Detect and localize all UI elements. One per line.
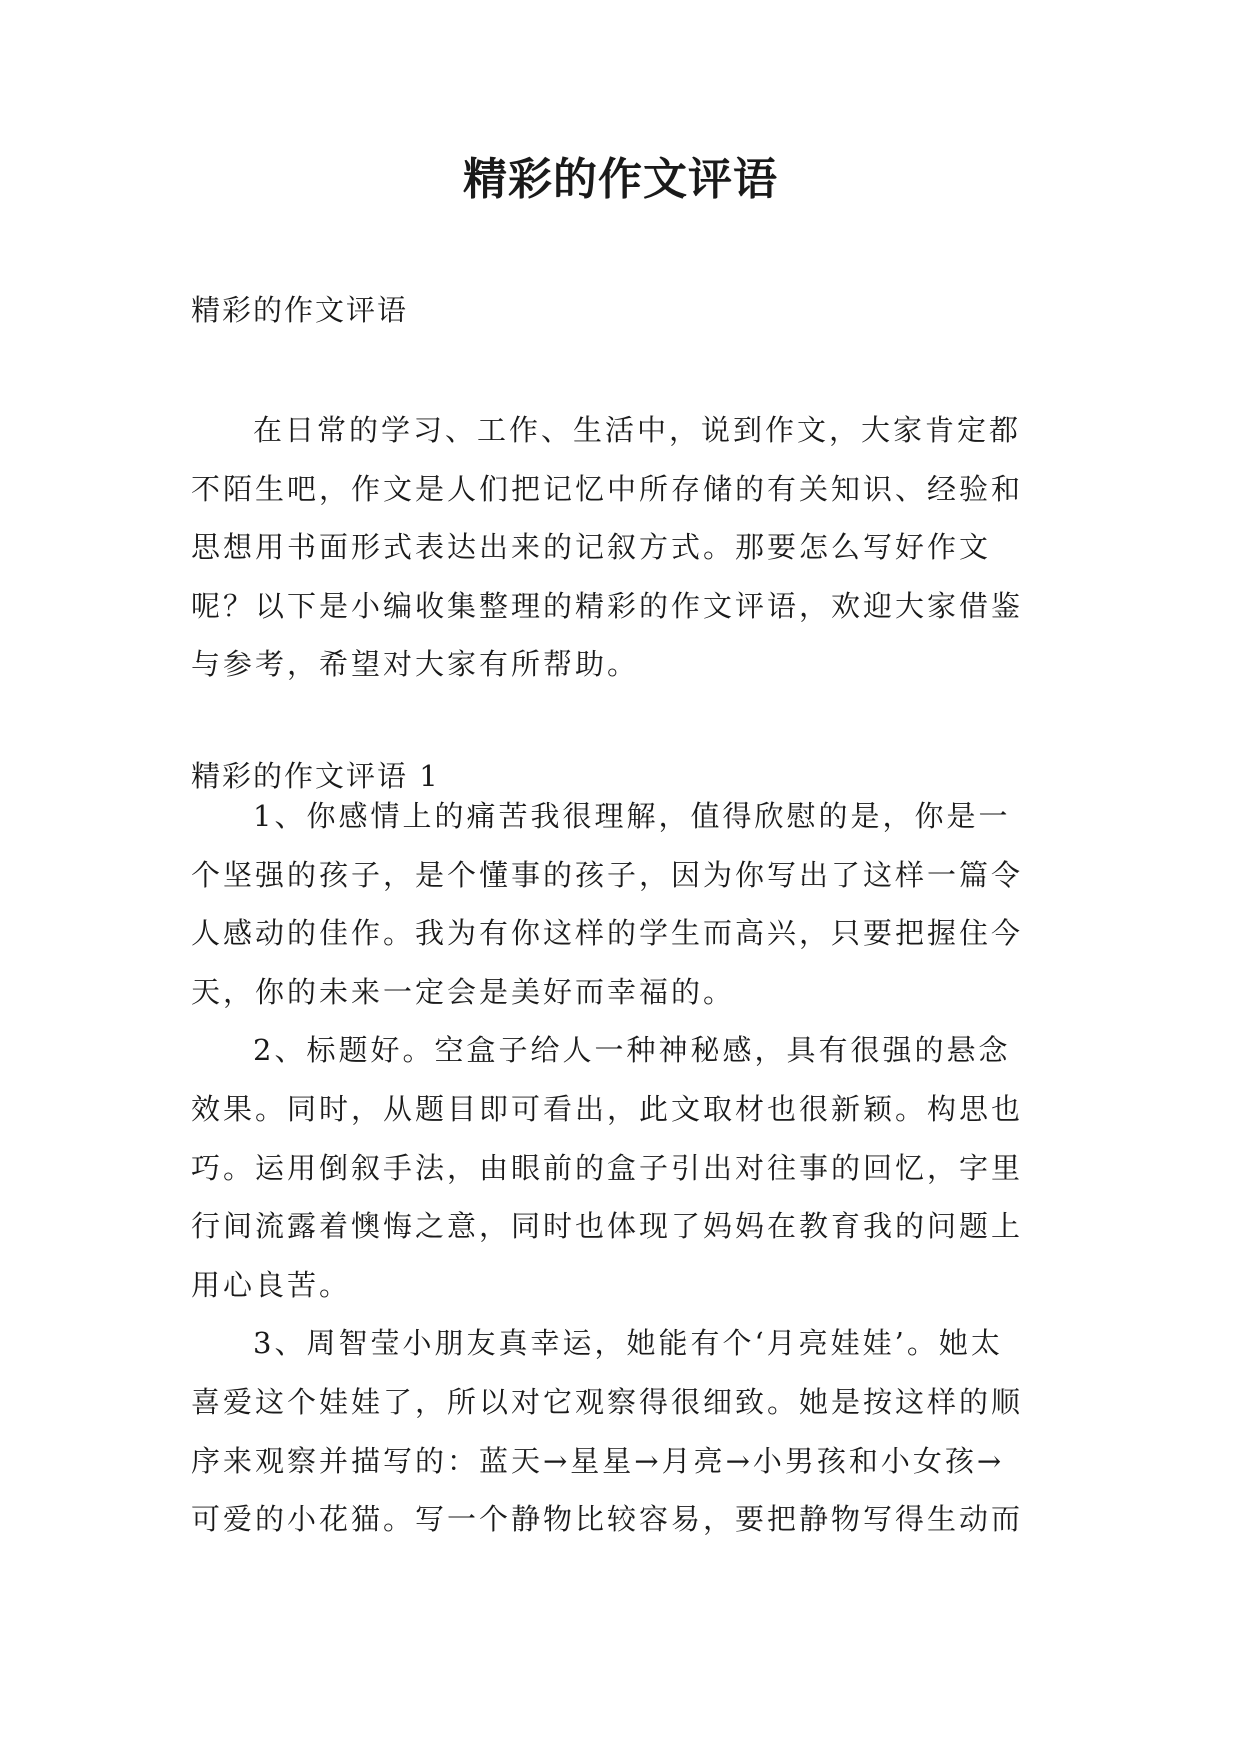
comment-line: 用心良苦。 (191, 1267, 352, 1302)
comment-line: 序来观察并描写的：蓝天→星星→月亮→小男孩和小女孩→ (191, 1443, 1005, 1478)
intro-line: 思想用书面形式表达出来的记叙方式。那要怎么写好作文 (191, 530, 992, 565)
intro-line: 呢？以下是小编收集整理的精彩的作文评语，欢迎大家借鉴 (191, 588, 1024, 623)
comment-line: 3、周智莹小朋友真幸运，她能有个‘月亮娃娃’。她太 (253, 1326, 1003, 1361)
comment-line: 2、标题好。空盒子给人一种神秘感，具有很强的悬念 (253, 1033, 1011, 1068)
document-subtitle: 精彩的作文评语 (191, 293, 409, 327)
intro-line: 在日常的学习、工作、生活中，说到作文，大家肯定都 (253, 413, 1022, 447)
comment-line: 效果。同时，从题目即可看出，此文取材也很新颖。构思也 (191, 1091, 1024, 1126)
intro-paragraph (191, 401, 1051, 694)
document-title: 精彩的作文评语 (463, 154, 778, 205)
comment-line: 天，你的未来一定会是美好而幸福的。 (191, 974, 736, 1009)
comment-line: 个坚强的孩子，是个懂事的孩子，因为你写出了这样一篇令 (191, 857, 1024, 892)
comment-line: 1、你感情上的痛苦我很理解，值得欣慰的是，你是一 (253, 799, 1011, 833)
comment-line: 可爱的小花猫。写一个静物比较容易，要把静物写得生动而 (191, 1502, 1024, 1537)
comment-line: 喜爱这个娃娃了，所以对它观察得很细致。她是按这样的顺 (191, 1384, 1024, 1419)
intro-line: 与参考，希望对大家有所帮助。 (191, 647, 640, 682)
section-heading: 精彩的作文评语 1 (191, 759, 440, 793)
comments-body (191, 787, 1051, 1549)
intro-line: 不陌生吧，作文是人们把记忆中所存储的有关知识、经验和 (191, 471, 1024, 506)
comment-line: 巧。运用倒叙手法，由眼前的盒子引出对往事的回忆，字里 (191, 1150, 1024, 1185)
comment-line: 人感动的佳作。我为有你这样的学生而高兴，只要把握住今 (191, 916, 1024, 951)
comment-line: 行间流露着懊悔之意，同时也体现了妈妈在教育我的问题上 (191, 1209, 1024, 1244)
